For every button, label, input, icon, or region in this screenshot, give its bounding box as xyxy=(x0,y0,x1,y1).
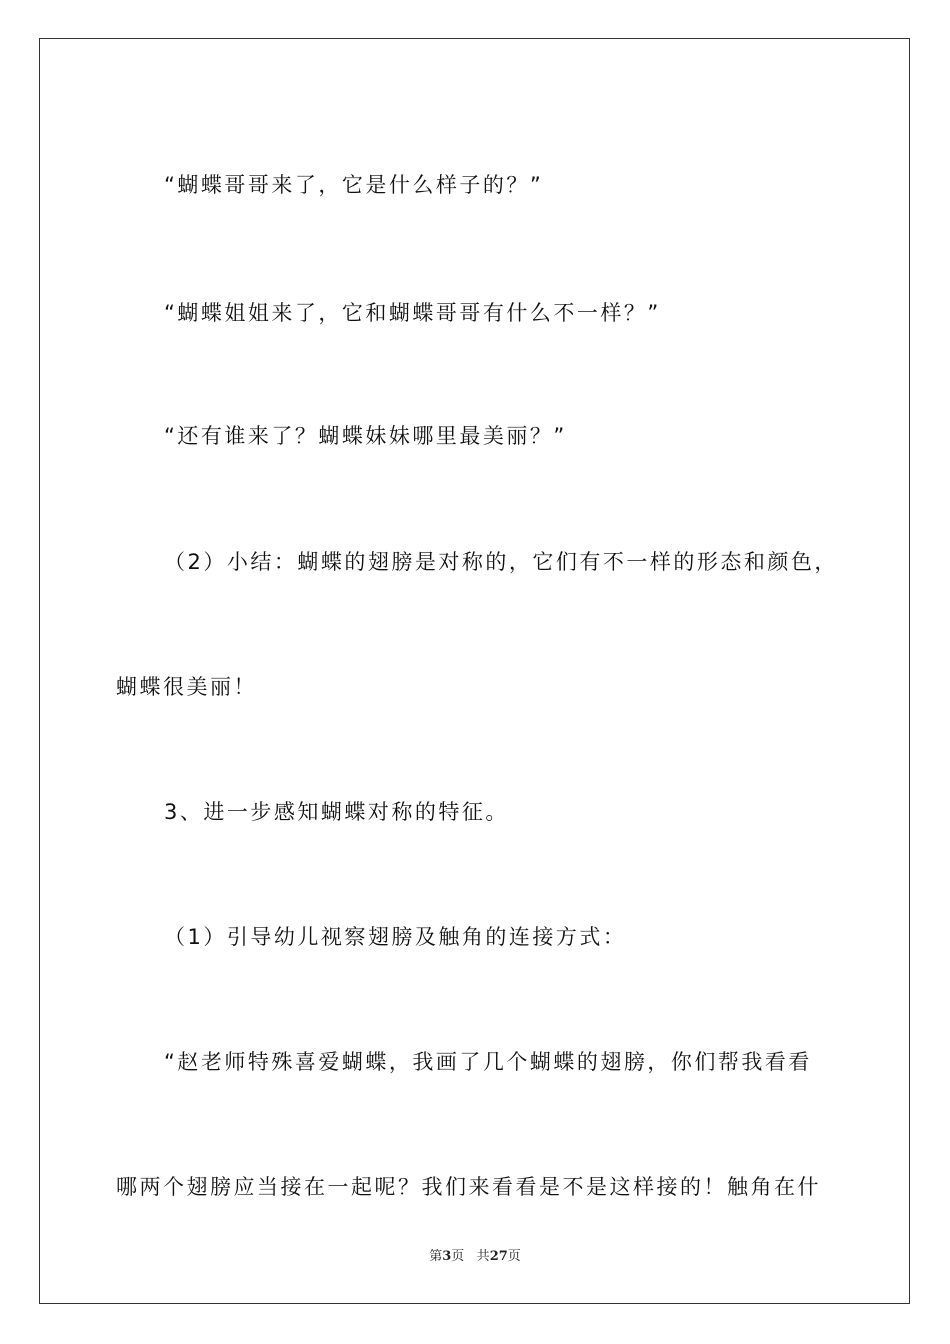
paragraph-line-1: “蝴蝶哥哥来了，它是什么样子的？” xyxy=(164,173,544,197)
paragraph-line-7: （1）引导幼儿视察翅膀及触角的连接方式： xyxy=(164,925,627,949)
footer-page-suffix: 页 xyxy=(451,1249,465,1264)
footer-page-number: 3 xyxy=(442,1249,452,1264)
footer-total-prefix: 共 xyxy=(476,1249,490,1264)
paragraph-line-4: （2）小结：蝴蝶的翅膀是对称的，它们有不一样的形态和颜色， xyxy=(164,550,838,574)
footer-total-suffix: 页 xyxy=(507,1249,521,1264)
page-footer xyxy=(0,1248,950,1266)
paragraph-line-9: 哪两个翅膀应当接在一起呢？我们来看看是不是这样接的！触角在什 xyxy=(116,1175,821,1199)
footer-prefix: 第 xyxy=(429,1249,443,1264)
paragraph-line-3: “还有谁来了？蝴蝶妹妹哪里最美丽？” xyxy=(164,424,567,448)
paragraph-line-2: “蝴蝶姐姐来了，它和蝴蝶哥哥有什么不一样？” xyxy=(164,301,661,325)
paragraph-line-8: “赵老师特殊喜爱蝴蝶，我画了几个蝴蝶的翅膀，你们帮我看看 xyxy=(164,1050,812,1074)
paragraph-line-6: 3、进一步感知蝴蝶对称的特征。 xyxy=(164,800,509,824)
page-frame xyxy=(39,38,910,1304)
paragraph-line-5: 蝴蝶很美丽！ xyxy=(116,675,257,699)
footer-total-pages: 27 xyxy=(489,1249,508,1264)
